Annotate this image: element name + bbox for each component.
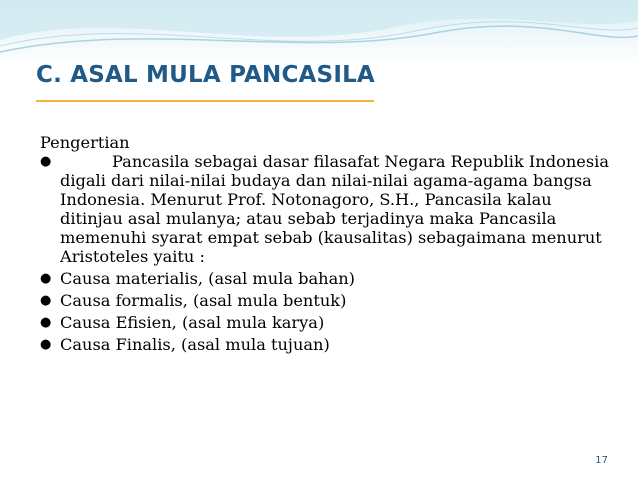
list-item [40,269,610,288]
title-underline [36,100,374,102]
slide-body [40,133,610,354]
intro-paragraph [40,152,610,266]
causa-list [40,269,610,354]
decorative-wave-band [0,0,638,64]
bullet-icon: ● [40,154,52,169]
bullet-icon: ● [40,293,52,308]
list-item-text: Causa Finalis, (asal mula tujuan) [60,335,330,354]
bullet-icon: ● [40,315,52,330]
list-item-text: Causa materialis, (asal mula bahan) [60,269,355,288]
paragraph-text: Pancasila sebagai dasar filasafat Negara Republik Indonesia digali dari nilai-nilai budaya dan nilai-nilai agama-agama bangsa Indonesia. Menurut Prof. Notonagoro, S.H., Pancasila kalau ditinjau asal mulanya; atau sebab terjadinya maka Pancasila memenuhi syarat empat sebab (kausalitas) sebagaimana menurut Aristoteles yaitu : [60,152,609,266]
list-item-text: Causa Efisien, (asal mula karya) [60,313,325,332]
slide-title: C. ASAL MULA PANCASILA [36,62,375,88]
list-item [40,335,610,354]
list-item [40,291,610,310]
page-number: 17 [595,455,608,466]
bullet-icon: ● [40,337,52,352]
section-heading: Pengertian [40,133,130,152]
list-item-text: Causa formalis, (asal mula bentuk) [60,291,347,310]
bullet-icon: ● [40,271,52,286]
list-item [40,313,610,332]
